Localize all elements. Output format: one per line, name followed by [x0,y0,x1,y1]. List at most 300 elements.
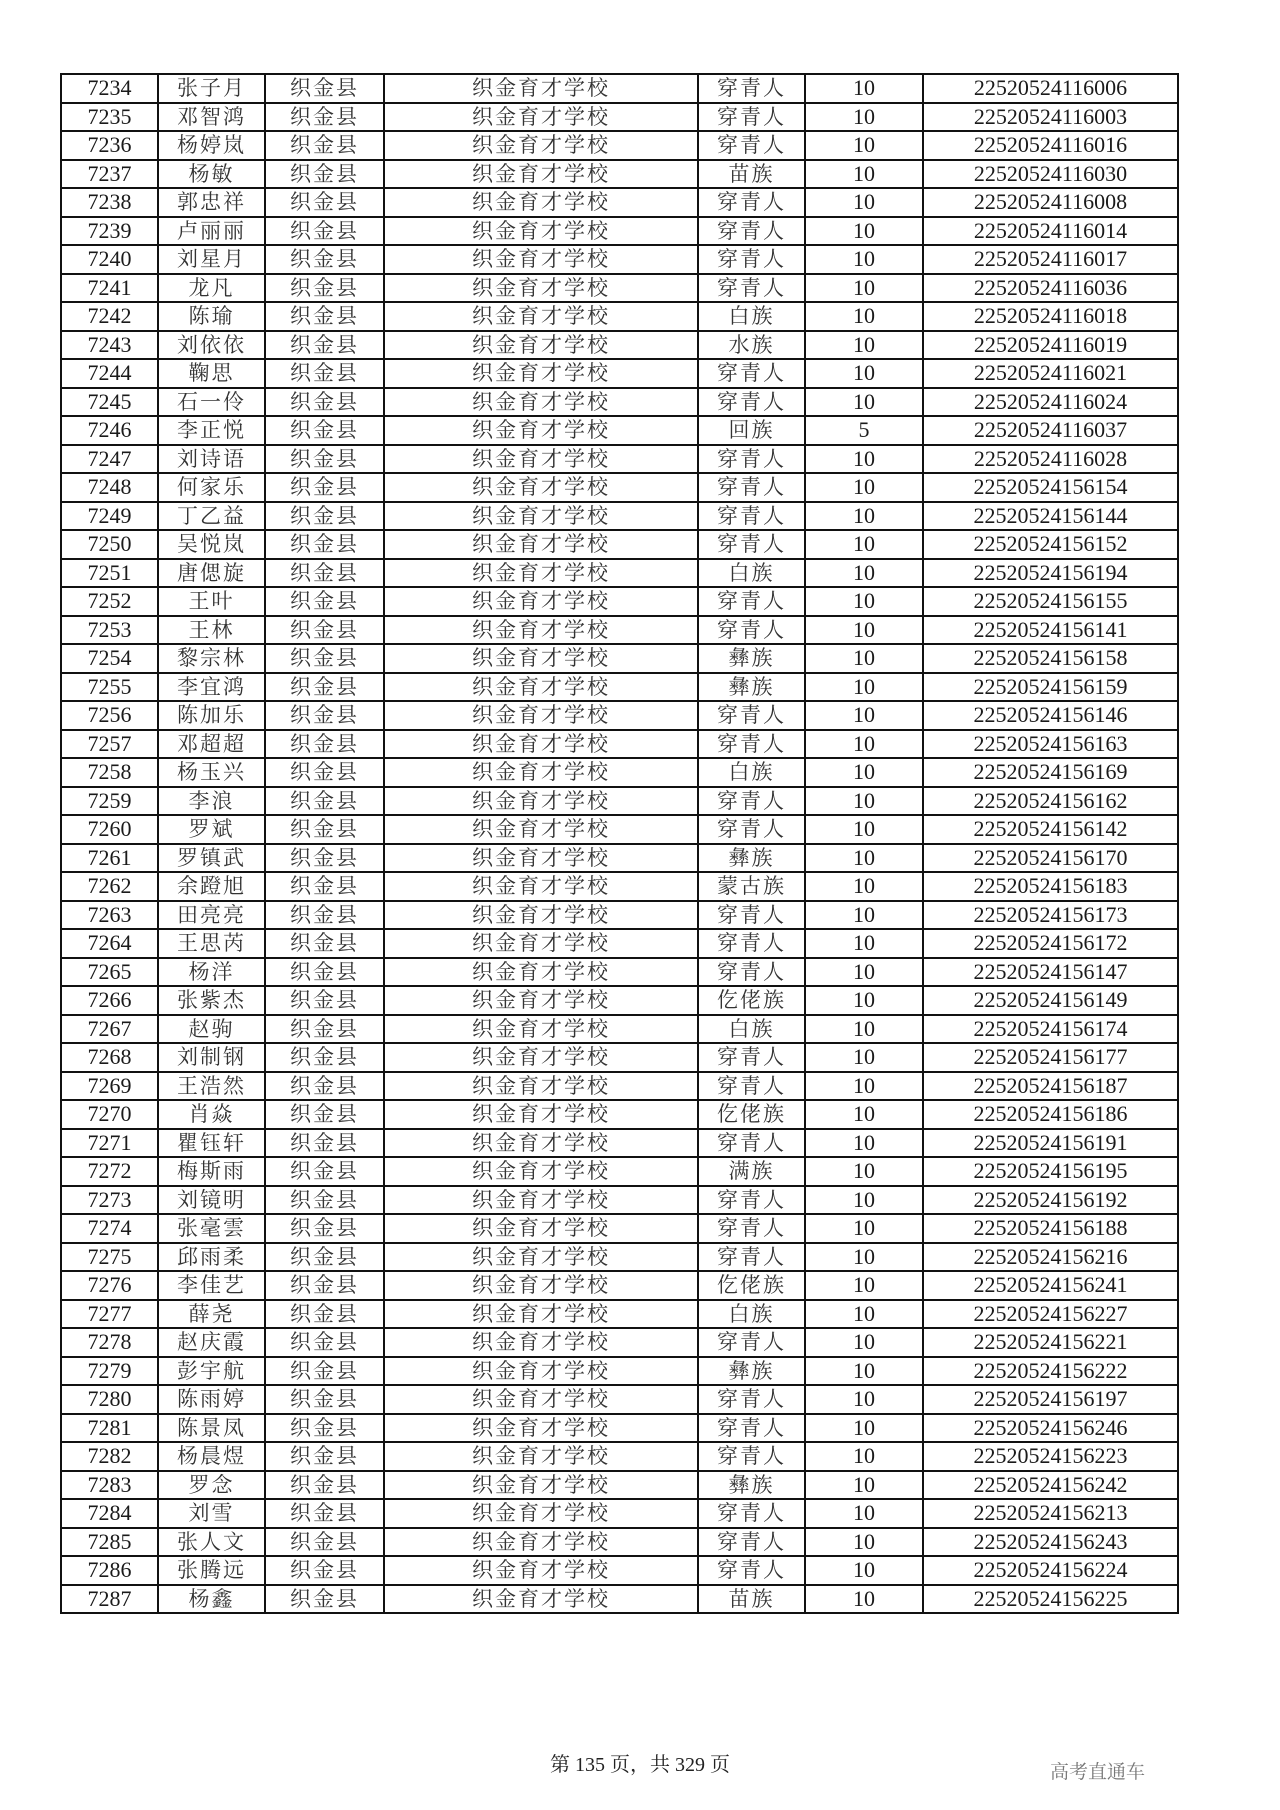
cell-points: 10 [805,1243,923,1272]
cell-ethnicity: 穿青人 [698,473,805,502]
cell-ethnicity: 穿青人 [698,1328,805,1357]
cell-county: 织金县 [265,188,384,217]
student-list-table [60,73,1179,1614]
cell-school: 织金育才学校 [384,644,698,673]
table-row [61,758,1178,787]
cell-name: 赵庆霞 [158,1328,265,1357]
cell-points: 10 [805,359,923,388]
cell-school: 织金育才学校 [384,1300,698,1329]
cell-ethnicity: 白族 [698,302,805,331]
cell-school: 织金育才学校 [384,787,698,816]
cell-name: 余蹬旭 [158,872,265,901]
cell-points: 10 [805,331,923,360]
cell-ethnicity: 穿青人 [698,787,805,816]
cell-county: 织金县 [265,1499,384,1528]
cell-name: 邱雨柔 [158,1243,265,1272]
cell-county: 织金县 [265,1357,384,1386]
cell-seq: 7255 [61,673,158,702]
cell-ethnicity: 穿青人 [698,1385,805,1414]
cell-county: 织金县 [265,1585,384,1614]
cell-school: 织金育才学校 [384,103,698,132]
table-row [61,160,1178,189]
cell-ethnicity: 白族 [698,758,805,787]
cell-points: 10 [805,1100,923,1129]
table-row [61,616,1178,645]
cell-exam-id: 22520524116008 [923,188,1178,217]
cell-school: 织金育才学校 [384,673,698,702]
cell-seq: 7278 [61,1328,158,1357]
cell-seq: 7273 [61,1186,158,1215]
cell-school: 织金育才学校 [384,1471,698,1500]
cell-ethnicity: 穿青人 [698,245,805,274]
cell-school: 织金育才学校 [384,302,698,331]
table-row [61,1442,1178,1471]
cell-seq: 7267 [61,1015,158,1044]
cell-exam-id: 22520524156169 [923,758,1178,787]
cell-county: 织金县 [265,1072,384,1101]
table-row [61,1214,1178,1243]
cell-exam-id: 22520524156170 [923,844,1178,873]
cell-seq: 7237 [61,160,158,189]
cell-name: 陈景凤 [158,1414,265,1443]
table-row [61,1585,1178,1614]
table-row [61,1072,1178,1101]
table-row [61,815,1178,844]
cell-county: 织金县 [265,1186,384,1215]
cell-points: 10 [805,245,923,274]
cell-ethnicity: 穿青人 [698,217,805,246]
cell-school: 织金育才学校 [384,1385,698,1414]
cell-exam-id: 22520524156223 [923,1442,1178,1471]
cell-name: 石一伶 [158,388,265,417]
cell-name: 张子月 [158,74,265,103]
cell-points: 10 [805,730,923,759]
cell-county: 织金县 [265,644,384,673]
cell-seq: 7282 [61,1442,158,1471]
cell-school: 织金育才学校 [384,160,698,189]
cell-seq: 7264 [61,929,158,958]
cell-ethnicity: 穿青人 [698,1528,805,1557]
cell-exam-id: 22520524156246 [923,1414,1178,1443]
cell-name: 卢丽丽 [158,217,265,246]
cell-seq: 7246 [61,416,158,445]
cell-name: 张紫杰 [158,986,265,1015]
cell-ethnicity: 穿青人 [698,1043,805,1072]
cell-county: 织金县 [265,901,384,930]
table-row [61,1528,1178,1557]
cell-points: 10 [805,160,923,189]
cell-seq: 7258 [61,758,158,787]
cell-exam-id: 22520524156149 [923,986,1178,1015]
cell-name: 王叶 [158,587,265,616]
cell-seq: 7238 [61,188,158,217]
cell-exam-id: 22520524156241 [923,1271,1178,1300]
cell-county: 织金县 [265,1328,384,1357]
cell-seq: 7241 [61,274,158,303]
table-row [61,929,1178,958]
cell-ethnicity: 彝族 [698,644,805,673]
cell-points: 10 [805,1528,923,1557]
cell-seq: 7265 [61,958,158,987]
cell-county: 织金县 [265,445,384,474]
cell-seq: 7286 [61,1556,158,1585]
table-row [61,730,1178,759]
table-row [61,1043,1178,1072]
cell-exam-id: 22520524156155 [923,587,1178,616]
cell-name: 李浪 [158,787,265,816]
cell-seq: 7252 [61,587,158,616]
cell-points: 10 [805,1186,923,1215]
cell-points: 10 [805,1157,923,1186]
cell-seq: 7243 [61,331,158,360]
cell-county: 织金县 [265,416,384,445]
cell-exam-id: 22520524156191 [923,1129,1178,1158]
cell-school: 织金育才学校 [384,844,698,873]
cell-points: 10 [805,1214,923,1243]
cell-seq: 7271 [61,1129,158,1158]
cell-county: 织金县 [265,1015,384,1044]
cell-school: 织金育才学校 [384,1442,698,1471]
cell-school: 织金育才学校 [384,1357,698,1386]
cell-points: 10 [805,1357,923,1386]
cell-seq: 7251 [61,559,158,588]
table-row [61,245,1178,274]
table-row [61,103,1178,132]
table-row [61,787,1178,816]
cell-seq: 7240 [61,245,158,274]
cell-school: 织金育才学校 [384,331,698,360]
table-row [61,388,1178,417]
cell-ethnicity: 穿青人 [698,502,805,531]
table-row [61,673,1178,702]
cell-school: 织金育才学校 [384,872,698,901]
cell-name: 杨敏 [158,160,265,189]
table-row [61,701,1178,730]
cell-exam-id: 22520524116037 [923,416,1178,445]
cell-points: 5 [805,416,923,445]
cell-county: 织金县 [265,160,384,189]
cell-county: 织金县 [265,302,384,331]
cell-points: 10 [805,844,923,873]
cell-seq: 7284 [61,1499,158,1528]
cell-school: 织金育才学校 [384,616,698,645]
cell-name: 王林 [158,616,265,645]
cell-ethnicity: 穿青人 [698,1129,805,1158]
cell-points: 10 [805,929,923,958]
cell-name: 李佳艺 [158,1271,265,1300]
cell-seq: 7266 [61,986,158,1015]
cell-county: 织金县 [265,103,384,132]
cell-ethnicity: 满族 [698,1157,805,1186]
cell-county: 织金县 [265,1414,384,1443]
cell-seq: 7236 [61,131,158,160]
cell-name: 吴悦岚 [158,530,265,559]
cell-points: 10 [805,901,923,930]
cell-points: 10 [805,217,923,246]
cell-seq: 7280 [61,1385,158,1414]
table-row [61,1015,1178,1044]
cell-exam-id: 22520524156195 [923,1157,1178,1186]
cell-points: 10 [805,787,923,816]
cell-name: 杨洋 [158,958,265,987]
cell-ethnicity: 穿青人 [698,274,805,303]
cell-exam-id: 22520524156162 [923,787,1178,816]
table-row [61,445,1178,474]
cell-seq: 7249 [61,502,158,531]
cell-points: 10 [805,274,923,303]
cell-exam-id: 22520524156221 [923,1328,1178,1357]
cell-points: 10 [805,587,923,616]
cell-seq: 7242 [61,302,158,331]
cell-school: 织金育才学校 [384,1499,698,1528]
cell-points: 10 [805,388,923,417]
cell-ethnicity: 穿青人 [698,388,805,417]
cell-ethnicity: 仡佬族 [698,1271,805,1300]
cell-points: 10 [805,530,923,559]
table-row [61,74,1178,103]
cell-name: 陈雨婷 [158,1385,265,1414]
cell-exam-id: 22520524156242 [923,1471,1178,1500]
cell-points: 10 [805,1328,923,1357]
cell-name: 张毫雲 [158,1214,265,1243]
cell-exam-id: 22520524156174 [923,1015,1178,1044]
cell-ethnicity: 彝族 [698,1471,805,1500]
cell-county: 织金县 [265,1471,384,1500]
table-row [61,530,1178,559]
cell-county: 织金县 [265,274,384,303]
cell-school: 织金育才学校 [384,1328,698,1357]
cell-county: 织金县 [265,587,384,616]
cell-seq: 7253 [61,616,158,645]
cell-exam-id: 22520524116030 [923,160,1178,189]
cell-ethnicity: 穿青人 [698,587,805,616]
table-row [61,986,1178,1015]
cell-name: 杨婷岚 [158,131,265,160]
cell-exam-id: 22520524156141 [923,616,1178,645]
cell-ethnicity: 回族 [698,416,805,445]
cell-exam-id: 22520524116003 [923,103,1178,132]
cell-points: 10 [805,1129,923,1158]
table-row [61,188,1178,217]
cell-ethnicity: 彝族 [698,844,805,873]
cell-county: 织金县 [265,958,384,987]
cell-seq: 7257 [61,730,158,759]
cell-exam-id: 22520524156213 [923,1499,1178,1528]
cell-school: 织金育才学校 [384,958,698,987]
cell-seq: 7268 [61,1043,158,1072]
cell-ethnicity: 穿青人 [698,188,805,217]
cell-seq: 7260 [61,815,158,844]
cell-school: 织金育才学校 [384,1100,698,1129]
cell-exam-id: 22520524156158 [923,644,1178,673]
cell-name: 刘星月 [158,245,265,274]
cell-name: 刘制钢 [158,1043,265,1072]
cell-ethnicity: 穿青人 [698,530,805,559]
cell-ethnicity: 穿青人 [698,1442,805,1471]
cell-seq: 7272 [61,1157,158,1186]
cell-exam-id: 22520524156159 [923,673,1178,702]
table-row [61,331,1178,360]
table-row [61,217,1178,246]
cell-points: 10 [805,758,923,787]
cell-exam-id: 22520524156146 [923,701,1178,730]
cell-county: 织金县 [265,217,384,246]
cell-school: 织金育才学校 [384,1585,698,1614]
cell-name: 杨晨煜 [158,1442,265,1471]
cell-name: 肖焱 [158,1100,265,1129]
table-row [61,502,1178,531]
cell-school: 织金育才学校 [384,986,698,1015]
cell-name: 罗斌 [158,815,265,844]
cell-exam-id: 22520524156243 [923,1528,1178,1557]
cell-seq: 7256 [61,701,158,730]
cell-seq: 7239 [61,217,158,246]
cell-ethnicity: 穿青人 [698,445,805,474]
cell-county: 织金县 [265,1129,384,1158]
cell-county: 织金县 [265,872,384,901]
cell-school: 织金育才学校 [384,1243,698,1272]
cell-ethnicity: 穿青人 [698,131,805,160]
cell-points: 10 [805,1499,923,1528]
cell-points: 10 [805,958,923,987]
cell-ethnicity: 穿青人 [698,103,805,132]
cell-name: 王浩然 [158,1072,265,1101]
cell-ethnicity: 穿青人 [698,1214,805,1243]
cell-school: 织金育才学校 [384,901,698,930]
cell-school: 织金育才学校 [384,1528,698,1557]
table-row [61,131,1178,160]
cell-county: 织金县 [265,1243,384,1272]
cell-name: 薛尧 [158,1300,265,1329]
table-row [61,1186,1178,1215]
cell-county: 织金县 [265,530,384,559]
cell-seq: 7250 [61,530,158,559]
cell-ethnicity: 白族 [698,1015,805,1044]
cell-points: 10 [805,986,923,1015]
table-row [61,1385,1178,1414]
cell-school: 织金育才学校 [384,74,698,103]
cell-exam-id: 22520524156187 [923,1072,1178,1101]
cell-points: 10 [805,673,923,702]
cell-exam-id: 22520524156154 [923,473,1178,502]
cell-ethnicity: 白族 [698,1300,805,1329]
table-row [61,587,1178,616]
table-row [61,1100,1178,1129]
cell-school: 织金育才学校 [384,559,698,588]
cell-name: 罗念 [158,1471,265,1500]
cell-school: 织金育才学校 [384,587,698,616]
table-row [61,359,1178,388]
cell-seq: 7270 [61,1100,158,1129]
cell-exam-id: 22520524156227 [923,1300,1178,1329]
cell-exam-id: 22520524156177 [923,1043,1178,1072]
cell-ethnicity: 穿青人 [698,901,805,930]
cell-county: 织金县 [265,844,384,873]
table-row [61,1471,1178,1500]
cell-name: 赵驹 [158,1015,265,1044]
cell-exam-id: 22520524156186 [923,1100,1178,1129]
cell-school: 织金育才学校 [384,445,698,474]
cell-name: 刘诗语 [158,445,265,474]
cell-name: 彭宇航 [158,1357,265,1386]
cell-exam-id: 22520524156188 [923,1214,1178,1243]
cell-ethnicity: 彝族 [698,1357,805,1386]
cell-school: 织金育才学校 [384,1186,698,1215]
cell-county: 织金县 [265,559,384,588]
cell-county: 织金县 [265,673,384,702]
cell-points: 10 [805,1043,923,1072]
cell-exam-id: 22520524116014 [923,217,1178,246]
table-row [61,1357,1178,1386]
cell-county: 织金县 [265,1300,384,1329]
cell-exam-id: 22520524156142 [923,815,1178,844]
cell-name: 杨鑫 [158,1585,265,1614]
cell-county: 织金县 [265,1157,384,1186]
table-row [61,901,1178,930]
cell-name: 鞠思 [158,359,265,388]
cell-school: 织金育才学校 [384,929,698,958]
cell-school: 织金育才学校 [384,1072,698,1101]
cell-exam-id: 22520524116024 [923,388,1178,417]
cell-seq: 7279 [61,1357,158,1386]
cell-ethnicity: 穿青人 [698,1186,805,1215]
table-row [61,559,1178,588]
cell-seq: 7283 [61,1471,158,1500]
cell-name: 陈瑜 [158,302,265,331]
cell-points: 10 [805,1585,923,1614]
cell-points: 10 [805,872,923,901]
table-row [61,302,1178,331]
cell-school: 织金育才学校 [384,815,698,844]
cell-county: 织金县 [265,815,384,844]
cell-points: 10 [805,103,923,132]
cell-county: 织金县 [265,1100,384,1129]
cell-exam-id: 22520524116028 [923,445,1178,474]
cell-ethnicity: 白族 [698,559,805,588]
table-row [61,1129,1178,1158]
cell-exam-id: 22520524116016 [923,131,1178,160]
cell-ethnicity: 穿青人 [698,730,805,759]
cell-ethnicity: 穿青人 [698,1499,805,1528]
cell-exam-id: 22520524116017 [923,245,1178,274]
table-row [61,644,1178,673]
cell-seq: 7277 [61,1300,158,1329]
table-row [61,1328,1178,1357]
cell-county: 织金县 [265,1385,384,1414]
table-row [61,1157,1178,1186]
cell-points: 10 [805,445,923,474]
cell-name: 郭忠祥 [158,188,265,217]
page-number: 第 135 页，共 329 页 [550,1754,730,1776]
watermark-text: 高考直通车 [1050,1761,1146,1783]
cell-county: 织金县 [265,331,384,360]
cell-county: 织金县 [265,1214,384,1243]
cell-county: 织金县 [265,1442,384,1471]
cell-school: 织金育才学校 [384,1043,698,1072]
cell-seq: 7262 [61,872,158,901]
cell-school: 织金育才学校 [384,388,698,417]
cell-seq: 7263 [61,901,158,930]
cell-seq: 7269 [61,1072,158,1101]
cell-seq: 7287 [61,1585,158,1614]
cell-seq: 7259 [61,787,158,816]
cell-ethnicity: 苗族 [698,1585,805,1614]
cell-school: 织金育才学校 [384,1556,698,1585]
cell-points: 10 [805,1471,923,1500]
cell-points: 10 [805,644,923,673]
cell-county: 织金县 [265,1556,384,1585]
cell-school: 织金育才学校 [384,359,698,388]
